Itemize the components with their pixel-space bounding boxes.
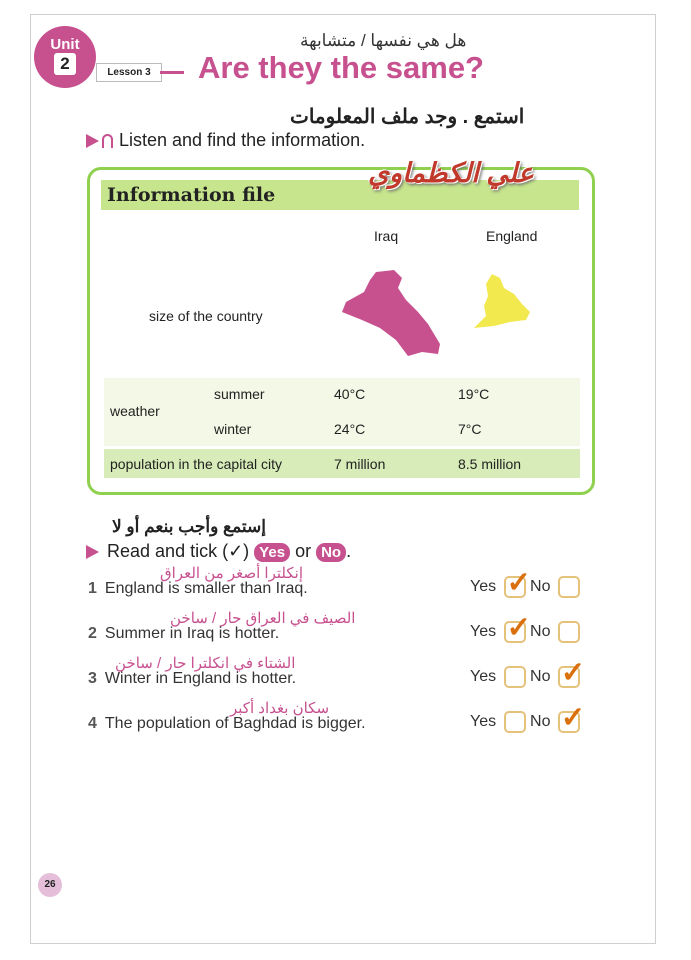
summer-england-value: 19°C — [458, 386, 490, 402]
question-2-yes-checkbox[interactable] — [504, 612, 531, 644]
question-1-arabic: إنكلترا أصغر من العراق — [160, 565, 303, 582]
read-arabic-caption: إستمع وأجب بنعم أو لا — [112, 517, 267, 536]
question-4-text: The population of Baghdad is bigger. — [104, 715, 366, 732]
checkmark-icon: ✓ — [560, 702, 586, 734]
arabic-page-title: هل هي نفسها / متشابهة — [300, 31, 467, 50]
population-england-value: 8.5 million — [458, 456, 522, 472]
question-3-arabic: الشتاء في انكلترا حار / ساخن — [115, 655, 296, 672]
question-4-number: 4 — [88, 715, 97, 732]
question-3-no-checkbox[interactable] — [558, 657, 586, 689]
question-1-number: 1 — [88, 580, 97, 597]
question-4 — [88, 715, 366, 733]
question-3-yes-checkbox[interactable] — [504, 666, 526, 688]
information-file-title: Information file — [107, 184, 276, 206]
unit-label: Unit — [50, 36, 80, 53]
question-1-no-label: No — [530, 578, 551, 596]
play-arrow-icon — [86, 134, 99, 148]
question-1-no-checkbox[interactable] — [558, 576, 580, 598]
iraq-map — [336, 268, 446, 360]
population-label: population in the capital city — [110, 456, 282, 472]
winter-label: winter — [214, 421, 252, 437]
question-3-answer — [470, 657, 586, 689]
question-3-text: Winter in England is hotter. — [104, 670, 297, 687]
no-pill: No — [316, 543, 346, 562]
size-of-country-label: size of the country — [149, 308, 263, 324]
question-1-yes-label: Yes — [470, 578, 497, 596]
listen-instruction — [86, 130, 365, 151]
question-4-yes-label: Yes — [470, 713, 497, 731]
yes-pill: Yes — [254, 543, 290, 562]
question-2-no-checkbox[interactable] — [558, 621, 580, 643]
unit-badge — [34, 26, 96, 88]
question-3 — [88, 670, 296, 688]
play-arrow-icon — [86, 545, 99, 559]
lesson-label: Lesson 3 — [96, 63, 162, 82]
question-1-answer — [470, 567, 580, 599]
summer-iraq-value: 40°C — [334, 386, 366, 402]
headphones-icon — [102, 134, 113, 148]
question-1 — [88, 580, 308, 598]
read-instruction — [86, 541, 351, 562]
question-4-yes-checkbox[interactable] — [504, 711, 526, 733]
instruction-end: . — [346, 541, 352, 561]
question-2-text: Summer in Iraq is hotter. — [104, 625, 280, 642]
question-3-no-label: No — [530, 668, 551, 686]
column-header-iraq: Iraq — [374, 228, 399, 244]
population-iraq-value: 7 million — [334, 456, 386, 472]
question-2-arabic: الصيف في العراق حار / ساخن — [170, 610, 356, 627]
question-4-no-label: No — [530, 713, 551, 731]
page-number: 26 — [38, 873, 62, 897]
or-text: or — [295, 541, 312, 561]
question-4-arabic: سكان بغداد أكبر — [230, 700, 330, 717]
page-title: Are they the same? — [198, 50, 484, 85]
question-3-number: 3 — [88, 670, 97, 687]
checkmark-icon: ✓ — [560, 657, 586, 689]
question-2-answer — [470, 612, 580, 644]
listen-arabic-caption: استمع . وجد ملف المعلومات — [290, 106, 525, 128]
question-2-no-label: No — [530, 623, 551, 641]
checkmark-icon: ✓ — [506, 567, 531, 599]
header-divider — [160, 71, 184, 74]
winter-england-value: 7°C — [458, 421, 482, 437]
question-2-number: 2 — [88, 625, 97, 642]
question-2-yes-label: Yes — [470, 623, 497, 641]
checkmark-icon: ✓ — [506, 612, 531, 644]
england-map — [470, 272, 536, 332]
read-instruction-text: Read and tick (✓) — [107, 541, 250, 561]
question-2 — [88, 625, 279, 643]
listen-instruction-text: Listen and find the information. — [119, 130, 366, 150]
summer-label: summer — [214, 386, 265, 402]
winter-iraq-value: 24°C — [334, 421, 366, 437]
author-watermark: علي الكظماوي — [368, 158, 534, 188]
question-3-yes-label: Yes — [470, 668, 497, 686]
unit-number: 2 — [54, 53, 76, 75]
question-4-no-checkbox[interactable] — [558, 702, 586, 734]
weather-label: weather — [110, 403, 160, 419]
question-1-text: England is smaller than Iraq. — [104, 580, 308, 597]
question-1-yes-checkbox[interactable] — [504, 567, 531, 599]
column-header-england: England — [486, 228, 538, 244]
question-4-answer — [470, 702, 586, 734]
